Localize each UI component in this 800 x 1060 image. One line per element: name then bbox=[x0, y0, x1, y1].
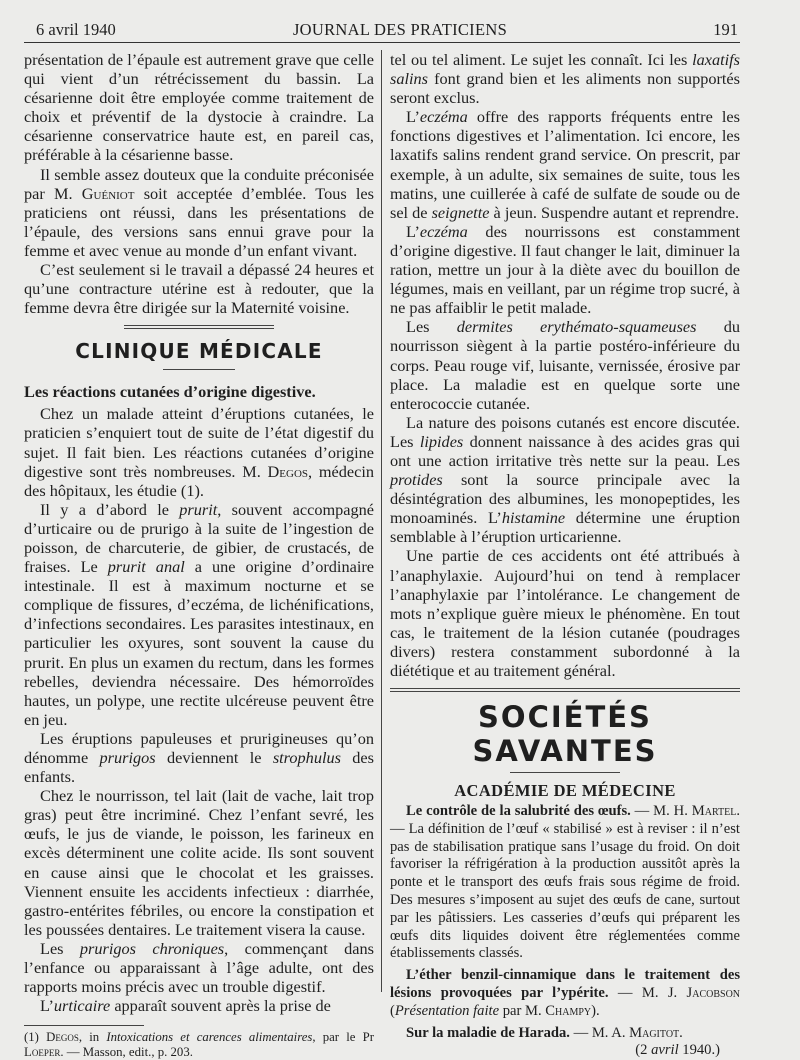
article-title: Le contrôle de la salubrité des œufs. bbox=[406, 803, 631, 820]
footnote: (1) Degos, in Intoxications et carences alimentaires, par le Pr Loeper. — Masson, edit., p. 203. bbox=[24, 1030, 375, 1060]
header-rule bbox=[24, 42, 740, 43]
paragraph: Il y a d’abord le prurit, souvent accompagné d’urticaire ou de prurigo à la suite de l’ingestion de poisson, de charcuterie, de gibier, de crustacés, de fraises. Le prurit anal a une origine d’ordinaire intestinale. Il est à maximum nocturne et se complique de fissures, d’eczéma, de lichénifications, d’infections secondaires. Les parasites intestinaux, en particulier les oxyures, sont souvent la cause du prurit. En plus un examen du rectum, dans les formes rebelles, deviendra nécessaire. Des hémorroïdes hautes, un polype, une rectite ulcéreuse peuvent être en jeu. bbox=[24, 499, 375, 729]
paragraph: L’urticaire apparaît souvent après la prise de bbox=[40, 996, 331, 1016]
paragraph: Une partie de ces accidents ont été attribués à l’anaphylaxie. Aujourd’hui on tend à remplacer l’anaphylaxie par l’intolérance. Le changement de mots n’explique guère mieux le phénomène. En tout cas, le traitement de la lésion cutanée (poudrages divers) restera constamment subordonné à la diététique et au traitement général. bbox=[390, 546, 740, 680]
article-title: L’éther benzil-cinnamique dans le traitement des lésions provoquées par l’ypérite. bbox=[390, 967, 740, 1002]
paragraph: La nature des poisons cutanés est encore discutée. Les lipides donnent naissance à des acides gras qui ont une action irritative très nette sur la peau. Les protides sont la source principale avec la désintégration des albumines, les monopeptides, les monoaminés. L’histamine détermine une éruption semblable à l’éruption urticarienne. bbox=[390, 412, 741, 547]
paragraph: Sur la maladie de Harada. — M. A. Magitot. bbox=[406, 1024, 683, 1041]
section-rule bbox=[390, 688, 740, 692]
page-header bbox=[0, 0, 800, 44]
paragraph: Les éruptions papuleuses et prurigineuses qu’on dénomme prurigos deviennent le strophulus des enfants. bbox=[24, 728, 374, 787]
left-column bbox=[24, 50, 374, 1060]
paragraph: L’éther benzil-cinnamique dans le traitement des lésions provoquées par l’ypérite. — M. J. Jacobson (Présentation faite par M. Champy). bbox=[390, 967, 741, 1019]
paragraph: tel ou tel aliment. Le sujet les connaît. Ici les laxatifs salins font grand bien et les aliments non supportés seront exclus. bbox=[390, 50, 740, 108]
paragraph: L’eczéma offre des rapports fréquents entre les fonctions digestives et l’alimentation. Ici encore, les laxatifs salins rendent grand service. On prescrit, par exemple, à un adulte, six semaines de suite, tous les matins, une cuillerée à café de sulfate de soude ou de sel de seignette à jeun. Suspendre autant et reprendre. bbox=[390, 107, 740, 222]
author-name: Guéniot bbox=[81, 183, 135, 203]
paragraph: présentation de l’épaule est autrement grave que celle qui vient d’un rétrécissement du bassin. La césarienne doit être employée comme traitement de choix et préventif de la dystocie à craindre. La césarienne conservatrice haute est, en pareil cas, préférable à la césarienne basse. bbox=[24, 50, 374, 165]
journal-title: JOURNAL DES PRATICIENS bbox=[292, 20, 508, 39]
article-title: Les réactions cutanées d’origine digestive. bbox=[24, 382, 316, 402]
page-number: 191 bbox=[713, 20, 738, 39]
section-title: SOCIÉTÉS SAVANTES bbox=[472, 700, 658, 769]
paragraph: L’eczéma des nourrissons est constamment d’origine digestive. Il faut changer le lait, diminuer la ration, mettre un jour à la diète avec du bouillon de légumes, mais en veillant, par un régime trop sucré, à ne pas affaiblir le petit malade. bbox=[390, 221, 740, 318]
session-date: (2 avril 1940.) bbox=[635, 1042, 720, 1059]
article-title: Sur la maladie de Harada. bbox=[406, 1024, 570, 1041]
academy-heading: ACADÉMIE DE MÉDECINE bbox=[454, 781, 676, 801]
footnote-rule bbox=[24, 1025, 144, 1026]
paragraph: Chez un malade atteint d’éruptions cutanées, le praticien s’enquiert tout de suite de l’état digestif du sujet. Il fait bien. Les réactions cutanées d’origine digestive sont très nombreuses. M. Degos, médecin des hôpitaux, les étudie (1). bbox=[24, 404, 374, 500]
section-title: CLINIQUE MÉDICALE bbox=[75, 339, 323, 364]
paragraph: Les prurigos chroniques, commençant dans l’enfance ou apparaissant à l’âge adulte, ont des rapports moins précis avec un trouble digestif. bbox=[24, 938, 375, 997]
right-column bbox=[390, 50, 740, 1060]
section-underline bbox=[510, 772, 620, 773]
paragraph: Chez le nourrisson, tel lait (lait de vache, lait trop gras) peut être incriminé. Chez l’enfant sevré, les œufs, le jus de viande, le poisson, les farineux en excès déterminent une colite acide. Ils sont souvent en cause ainsi que le chocolat et les graisses. Viennent ensuite les accidents infectieux : diarrhée, gastro-entérites fébriles, ou encore la constipation et les poussées dentaires. Le traitement visera la cause. bbox=[24, 786, 374, 939]
header-date: 6 avril 1940 bbox=[36, 20, 116, 39]
paragraph: Les dermites erythémato-squameuses du nourrisson siègent à la partie postéro-inférieure du corps. Peau rouge vif, luisante, vernissée, érosive par place. La maladie est en quelque sorte une enterococcie cutanée. bbox=[390, 317, 740, 413]
section-rule bbox=[124, 325, 274, 329]
paragraph: Il semble assez douteux que la conduite préconisée par M. Guéniot soit acceptée d’emblée. Tous les praticiens ont réussi, dans les présentations de l’épaule, des versions sans ennui grave pour la femme et avec venue au monde d’un enfant vivant. bbox=[24, 164, 374, 260]
paragraph: C’est seulement si le travail a dépassé 24 heures et qu’une contracture utérine est à redouter, que la femme devra être dirigée sur la Maternité voisine. bbox=[24, 260, 374, 318]
column-divider bbox=[381, 50, 382, 992]
section-underline bbox=[163, 369, 235, 370]
paragraph: Le contrôle de la salubrité des œufs. — M. H. Martel. — La définition de l’œuf « stabilisé » est à reviser : il n’est pas de stabilisation pratique sans l’usage du froid. On doit favoriser la réfrigération à la production aussitôt après la ponte et le transport des œufs frais sous régime de froid. Des mesures s’imposent au sujet des œufs de cane, surtout par les pâtissiers. Les casseries d’œufs qui préparent les œufs dits liquides doivent être réglementées comme établissements classés. bbox=[390, 803, 741, 962]
